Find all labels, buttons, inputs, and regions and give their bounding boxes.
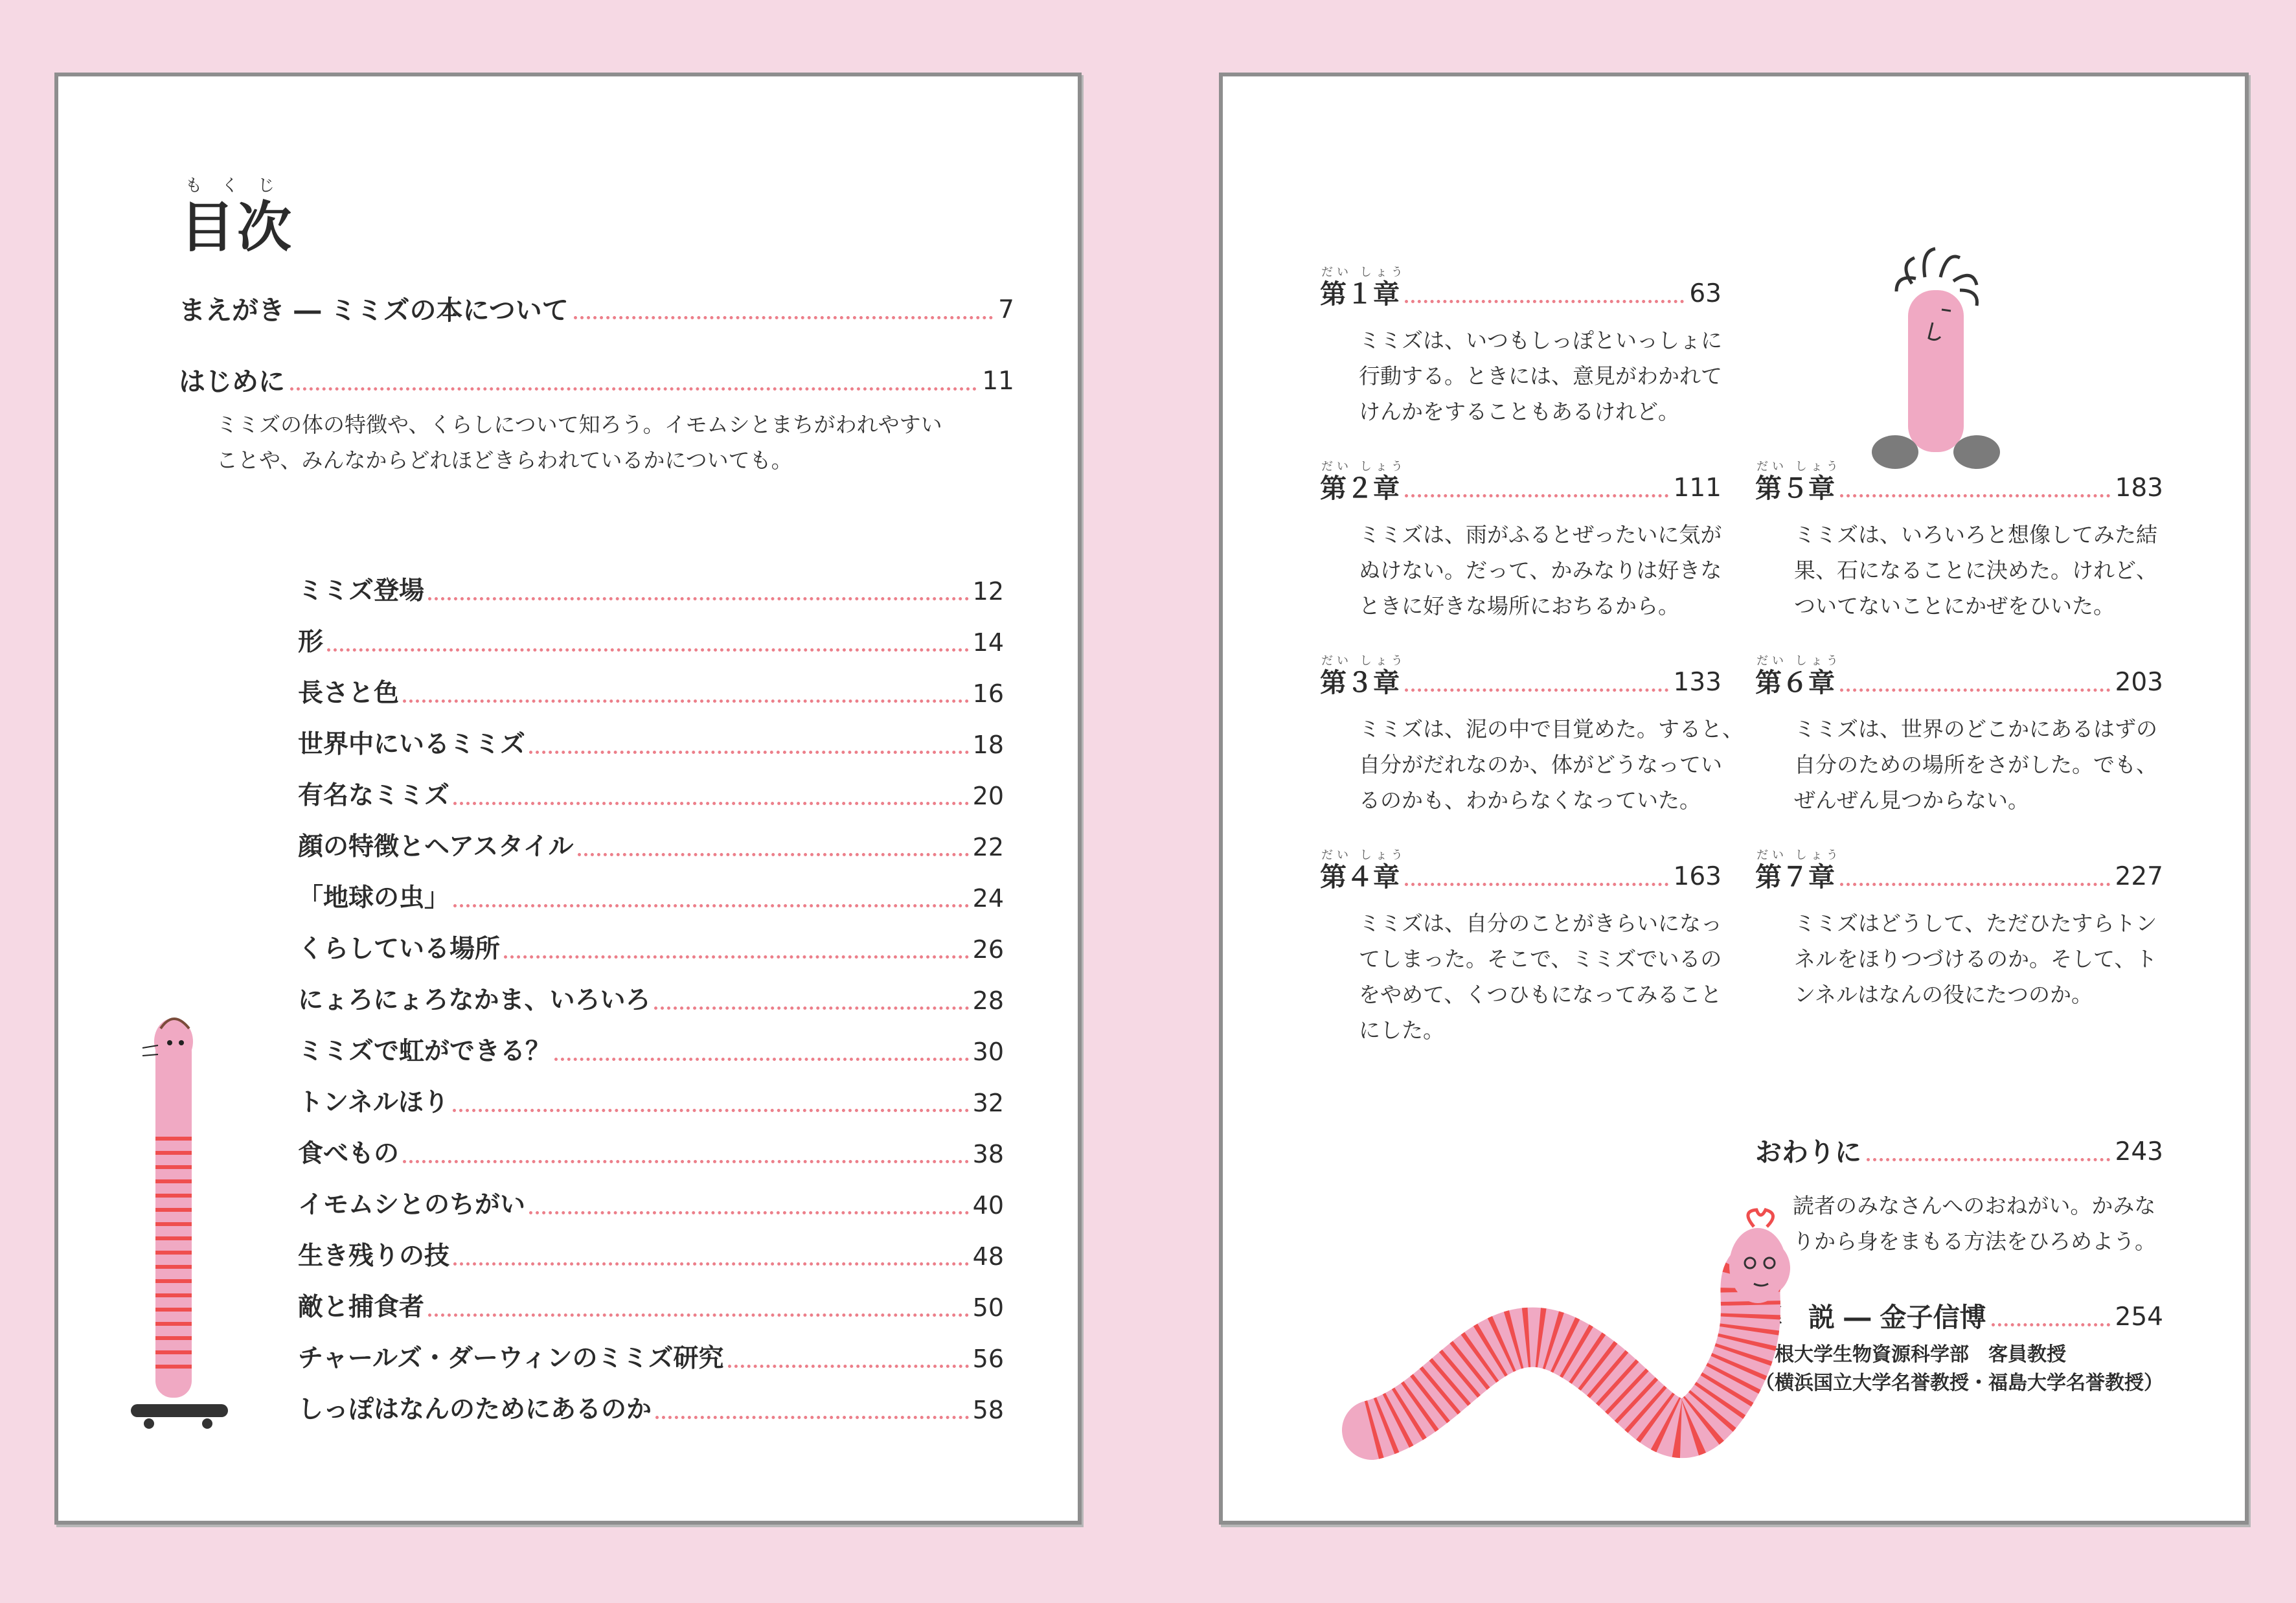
toc-entry[interactable] [298, 1036, 1004, 1068]
desc-line: ついてないことにかぜをひいた。 [1794, 593, 2115, 619]
desc-line: ミミズは、世界のどこかにあるはずの [1794, 716, 2157, 742]
chapter-ruby: だい しょう [1756, 460, 1842, 473]
chapter-description [1794, 517, 2157, 624]
leader-dots [428, 1313, 969, 1317]
entry-label: 解 説 ― 金子信博 [1755, 1302, 1986, 1333]
entry-page: 56 [972, 1345, 1004, 1373]
desc-line: ミミズの体の特徴や、くらしについて知ろう。イモムシとまちがわれやすい [216, 412, 942, 437]
desc-line: てしまった。そこで、ミミズでいるの [1359, 946, 1722, 972]
toc-entry[interactable] [298, 933, 1004, 966]
entry-page: 243 [2115, 1137, 2163, 1166]
entry-label: にょろにょろなかま、いろいろ [298, 986, 651, 1015]
chapter-page: 227 [2115, 862, 2163, 891]
chapter-page: 203 [2115, 668, 2163, 697]
chapter-ruby: だい しょう [1756, 848, 1842, 862]
entry-label: 形 [298, 628, 324, 657]
toc-entry[interactable] [298, 677, 1004, 710]
leader-dots [1405, 300, 1684, 303]
leader-dots [529, 1211, 969, 1214]
leader-dots [504, 955, 969, 959]
toc-entry-maegaki[interactable] [179, 293, 1014, 327]
worm-hair-illustration [1869, 238, 1999, 484]
toc-entry-owarini[interactable] [1755, 1135, 2163, 1169]
desc-line: けんかをすることもあるけれど。 [1359, 399, 1679, 424]
entry-page: 20 [972, 782, 1004, 810]
entry-page: 11 [982, 367, 1014, 396]
entry-label: 有名なミミズ [298, 781, 450, 810]
entry-page: 16 [972, 679, 1004, 708]
leader-dots [1840, 494, 2110, 497]
leader-dots [1840, 883, 2110, 886]
desc-line: をやめて、くつひもになってみること [1359, 982, 1722, 1007]
chapter-ruby: だい しょう [1321, 266, 1407, 279]
affiliation-line: （横浜国立大学名誉教授・福島大学名誉教授） [1755, 1372, 2163, 1394]
leader-dots [554, 1058, 969, 1061]
entry-label: 生き残りの技 [298, 1242, 450, 1271]
desc-line: にした。 [1359, 1018, 1444, 1043]
entry-page: 22 [972, 833, 1004, 861]
entry-page: 50 [972, 1293, 1004, 1322]
worm-skateboard-illustration [130, 983, 240, 1475]
toc-entry-chapter[interactable] [1755, 860, 2163, 894]
entry-page: 7 [998, 295, 1014, 324]
wavy-worm-illustration [1346, 1203, 1825, 1488]
entry-label: 食べもの [298, 1139, 400, 1168]
chapter-label: 第１章 [1320, 279, 1400, 310]
entry-label: くらしている場所 [298, 935, 501, 964]
leader-dots [428, 597, 969, 600]
entry-page: 48 [972, 1242, 1004, 1271]
chapter-page: 63 [1689, 279, 1722, 308]
entry-label: おわりに [1755, 1137, 1861, 1168]
entry-label: イモムシとのちがい [298, 1190, 526, 1220]
left-page [54, 73, 1082, 1525]
affiliation-line: 島根大学生物資源科学部 客員教授 [1755, 1343, 2066, 1366]
chapter-page: 111 [1673, 473, 1722, 503]
desc-line: ミミズは、泥の中で目覚めた。すると、 [1359, 716, 1744, 742]
chapter-description [1359, 711, 1744, 818]
leader-dots [655, 1416, 969, 1419]
leader-dots [1405, 494, 1668, 497]
desc-line: ミミズは、いつもしっぽといっしょに [1359, 328, 1722, 353]
hajimeni-description [216, 407, 942, 478]
entry-page: 28 [972, 986, 1004, 1015]
desc-line: ミミズは、自分のことがきらいになっ [1359, 911, 1722, 936]
entry-page: 26 [972, 935, 1004, 964]
desc-line: ことや、みんなからどれほどきらわれているかについても。 [216, 448, 793, 473]
leader-dots [453, 1262, 969, 1266]
entry-page: 14 [972, 628, 1004, 657]
entry-page: 38 [972, 1140, 1004, 1168]
chapter-description [1794, 905, 2157, 1012]
entry-page: 30 [972, 1038, 1004, 1066]
toc-entry[interactable] [298, 882, 1004, 915]
leader-dots [1405, 883, 1668, 886]
desc-line: 読者のみなさんへのおねがい。かみな [1793, 1193, 2156, 1218]
leader-dots [453, 802, 969, 805]
chapter-label: 第７章 [1755, 861, 1835, 892]
toc-entry[interactable] [298, 575, 1004, 608]
desc-line: ミミズは、雨がふるとぜったいに気が [1359, 522, 1722, 547]
chapter-description [1359, 905, 1722, 1048]
leader-dots [1840, 688, 2110, 692]
entry-label: 敵と捕食者 [298, 1293, 425, 1322]
toc-heading [180, 172, 294, 258]
toc-entry-chapter[interactable] [1320, 860, 1722, 894]
entry-label: チャールズ・ダーウィンのミミズ研究 [298, 1344, 724, 1373]
toc-entry[interactable] [298, 1240, 1004, 1273]
leader-dots [403, 699, 969, 703]
entry-label: はじめに [179, 366, 285, 397]
chapter-page: 183 [2115, 473, 2163, 503]
toc-entry-hajimeni[interactable] [179, 365, 1014, 398]
owarini-description [1793, 1188, 2156, 1259]
leader-dots [728, 1365, 969, 1368]
leader-dots [578, 853, 969, 856]
chapter-page: 163 [1673, 862, 1722, 891]
toc-entry[interactable] [298, 1189, 1004, 1222]
toc-entry[interactable] [298, 626, 1004, 659]
entry-page: 24 [972, 884, 1004, 913]
toc-entry[interactable] [298, 1087, 1004, 1119]
chapter-ruby: だい しょう [1321, 654, 1407, 668]
leader-dots [654, 1006, 968, 1010]
desc-line: りから身をまもる方法をひろめよう。 [1793, 1229, 2156, 1254]
toc-entry[interactable] [298, 984, 1004, 1017]
toc-entry[interactable] [298, 729, 1004, 761]
chapter-label: 第３章 [1320, 667, 1400, 698]
leader-dots [1867, 1158, 2110, 1161]
desc-line: るのかも、わからなくなっていた。 [1359, 788, 1701, 813]
leader-dots [453, 1109, 969, 1112]
page-title: 目次 [180, 196, 295, 259]
toc-entry[interactable] [298, 780, 1004, 812]
entry-label: ミミズで虹ができる？ [298, 1037, 551, 1066]
heading-ruby: もくじ [185, 176, 295, 196]
toc-entry-chapter[interactable] [1320, 277, 1722, 311]
desc-line: ンネルはなんの役にたつのか。 [1794, 982, 2093, 1007]
chapter-page: 133 [1673, 668, 1722, 697]
entry-label: 世界中にいるミミズ [298, 730, 526, 759]
entry-label: ミミズ登場 [298, 576, 425, 606]
right-page [1219, 73, 2249, 1525]
desc-line: ミミズは、いろいろと想像してみた結 [1794, 522, 2157, 547]
leader-dots [574, 316, 993, 319]
chapter-description [1359, 517, 1722, 624]
toc-entry[interactable] [298, 831, 1004, 863]
desc-line: 行動する。ときには、意見がわかれて [1359, 363, 1722, 389]
entry-page: 40 [972, 1191, 1004, 1220]
desc-line: 自分がだれなのか、体がどうなってい [1359, 752, 1722, 777]
desc-line: ときに好きな場所におちるから。 [1359, 593, 1679, 619]
chapter-ruby: だい しょう [1321, 460, 1407, 473]
entry-page: 12 [972, 577, 1004, 606]
desc-line: ネルをほりつづけるのか。そして、ト [1794, 946, 2157, 972]
leader-dots [1405, 688, 1668, 692]
entry-label: 長さと色 [298, 679, 400, 708]
desc-line: 果、石になることに決めた。けれど、 [1794, 558, 2157, 583]
leader-dots [290, 387, 977, 391]
leader-dots [453, 904, 969, 907]
chapter-ruby: だい しょう [1756, 654, 1842, 668]
entry-page: 18 [972, 731, 1004, 759]
chapter-label: 第５章 [1755, 473, 1835, 504]
toc-entry[interactable] [298, 1394, 1004, 1426]
entry-page: 32 [972, 1089, 1004, 1117]
chapter-description [1794, 711, 2157, 818]
leader-dots [327, 648, 969, 652]
toc-entry[interactable] [298, 1291, 1004, 1324]
desc-line: ミミズはどうして、ただひたすらトン [1794, 911, 2157, 936]
entry-label: しっぽはなんのためにあるのか [298, 1395, 652, 1424]
entry-label: 「地球の虫」 [298, 883, 450, 913]
entry-page: 254 [2115, 1302, 2163, 1332]
leader-dots [403, 1160, 969, 1163]
toc-entry-chapter[interactable] [1320, 666, 1722, 699]
chapter-description [1359, 323, 1722, 429]
toc-entry-chapter[interactable] [1320, 472, 1722, 505]
desc-line: ぜんぜん見つからない。 [1794, 788, 2029, 813]
leader-dots [529, 751, 969, 754]
toc-entry[interactable] [298, 1343, 1004, 1375]
toc-entry-chapter[interactable] [1755, 666, 2163, 699]
entry-page: 58 [972, 1396, 1004, 1424]
entry-label: まえがき ― ミミズの本について [179, 295, 569, 326]
toc-entry[interactable] [298, 1138, 1004, 1170]
chapter-label: 第２章 [1320, 473, 1400, 504]
entry-label: トンネルほり [298, 1088, 449, 1117]
leader-dots [1992, 1323, 2110, 1326]
chapter-label: 第６章 [1755, 667, 1835, 698]
desc-line: 自分のための場所をさがした。でも、 [1794, 752, 2157, 777]
entry-label: 顔の特徴とヘアスタイル [298, 832, 574, 861]
desc-line: ぬけない。だって、かみなりは好きな [1359, 558, 1722, 583]
chapter-label: 第４章 [1320, 861, 1400, 892]
chapter-ruby: だい しょう [1321, 848, 1407, 862]
